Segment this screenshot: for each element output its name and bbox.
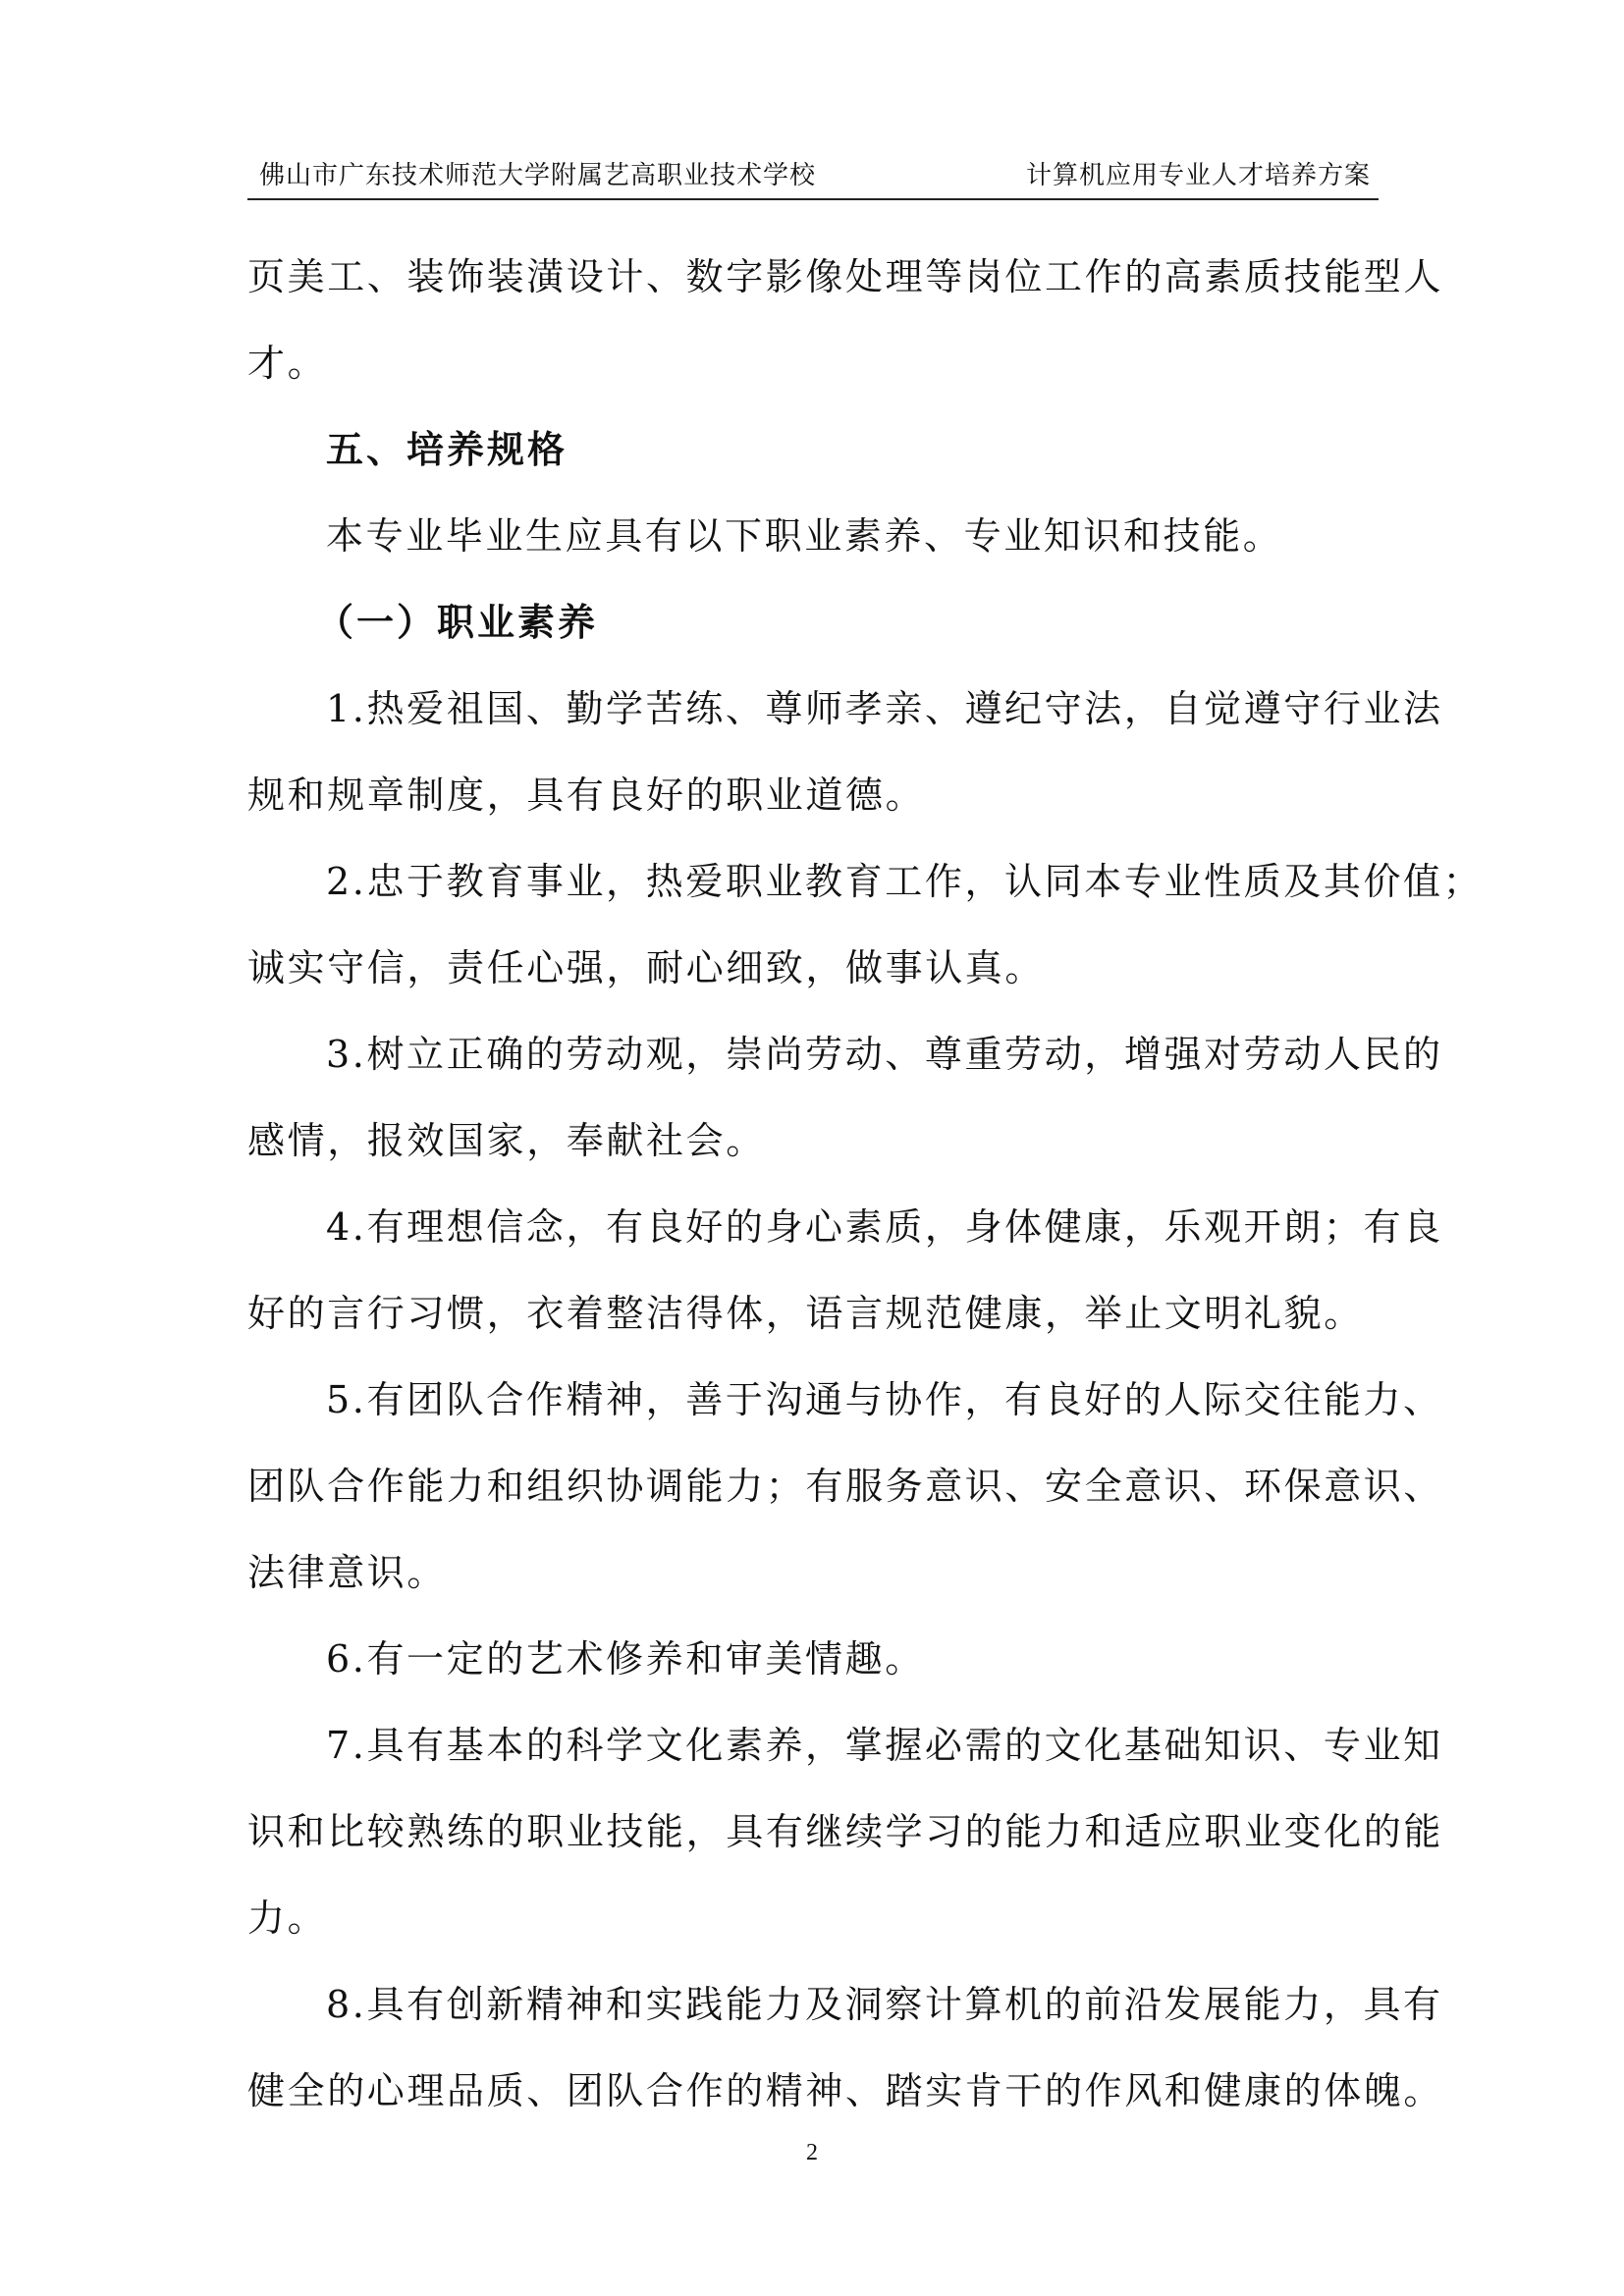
list-item-7-line-1: 7.具有基本的科学文化素养，掌握必需的文化基础知识、专业知 [326, 1724, 1443, 1767]
list-item-8-line-2: 健全的心理品质、团队合作的精神、踏实肯干的作风和健康的体魄。 [247, 2069, 1444, 2112]
list-item-4-line-2: 好的言行习惯，衣着整洁得体，语言规范健康，举止文明礼貌。 [247, 1292, 1364, 1335]
list-item-2-line-1: 2.忠于教育事业，热爱职业教育工作，认同本专业性质及其价值； [326, 860, 1484, 903]
list-item-3-line-1: 3.树立正确的劳动观，崇尚劳动、尊重劳动，增强对劳动人民的 [326, 1033, 1443, 1076]
section-heading: 五、培养规格 [326, 428, 568, 471]
paragraph-line: 才。 [247, 342, 328, 385]
paragraph-line: 本专业毕业生应具有以下职业素养、专业知识和技能。 [326, 514, 1283, 558]
list-item-7-line-3: 力。 [247, 1896, 328, 1940]
list-item-5-line-1: 5.有团队合作精神，善于沟通与协作，有良好的人际交往能力、 [326, 1378, 1443, 1421]
list-item-8-line-1: 8.具有创新精神和实践能力及洞察计算机的前沿发展能力，具有 [326, 1983, 1443, 2026]
list-item-1-line-2: 规和规章制度，具有良好的职业道德。 [247, 774, 926, 817]
list-item-3-line-2: 感情，报效国家，奉献社会。 [247, 1119, 766, 1162]
list-item-4-line-1: 4.有理想信念，有良好的身心素质，身体健康，乐观开朗；有良 [326, 1205, 1443, 1249]
list-item-7-line-2: 识和比较熟练的职业技能，具有继续学习的能力和适应职业变化的能 [247, 1810, 1444, 1853]
header-school-name: 佛山市广东技术师范大学附属艺高职业技术学校 [259, 161, 817, 190]
list-item-1-line-1: 1.热爱祖国、勤学苦练、尊师孝亲、遵纪守法，自觉遵守行业法 [326, 687, 1443, 730]
header-document-title: 计算机应用专业人才培养方案 [1025, 161, 1371, 190]
page-header [247, 157, 1379, 200]
subsection-heading: （一）职业素养 [316, 601, 599, 644]
list-item-5-line-2: 团队合作能力和组织协调能力；有服务意识、安全意识、环保意识、 [247, 1465, 1444, 1508]
page-number: 2 [806, 2140, 818, 2165]
list-item-6-line-1: 6.有一定的艺术修养和审美情趣。 [326, 1637, 925, 1681]
list-item-5-line-3: 法律意识。 [247, 1551, 448, 1594]
list-item-2-line-2: 诚实守信，责任心强，耐心细致，做事认真。 [247, 946, 1046, 989]
paragraph-line: 页美工、装饰装潢设计、数字影像处理等岗位工作的高素质技能型人 [247, 255, 1444, 298]
